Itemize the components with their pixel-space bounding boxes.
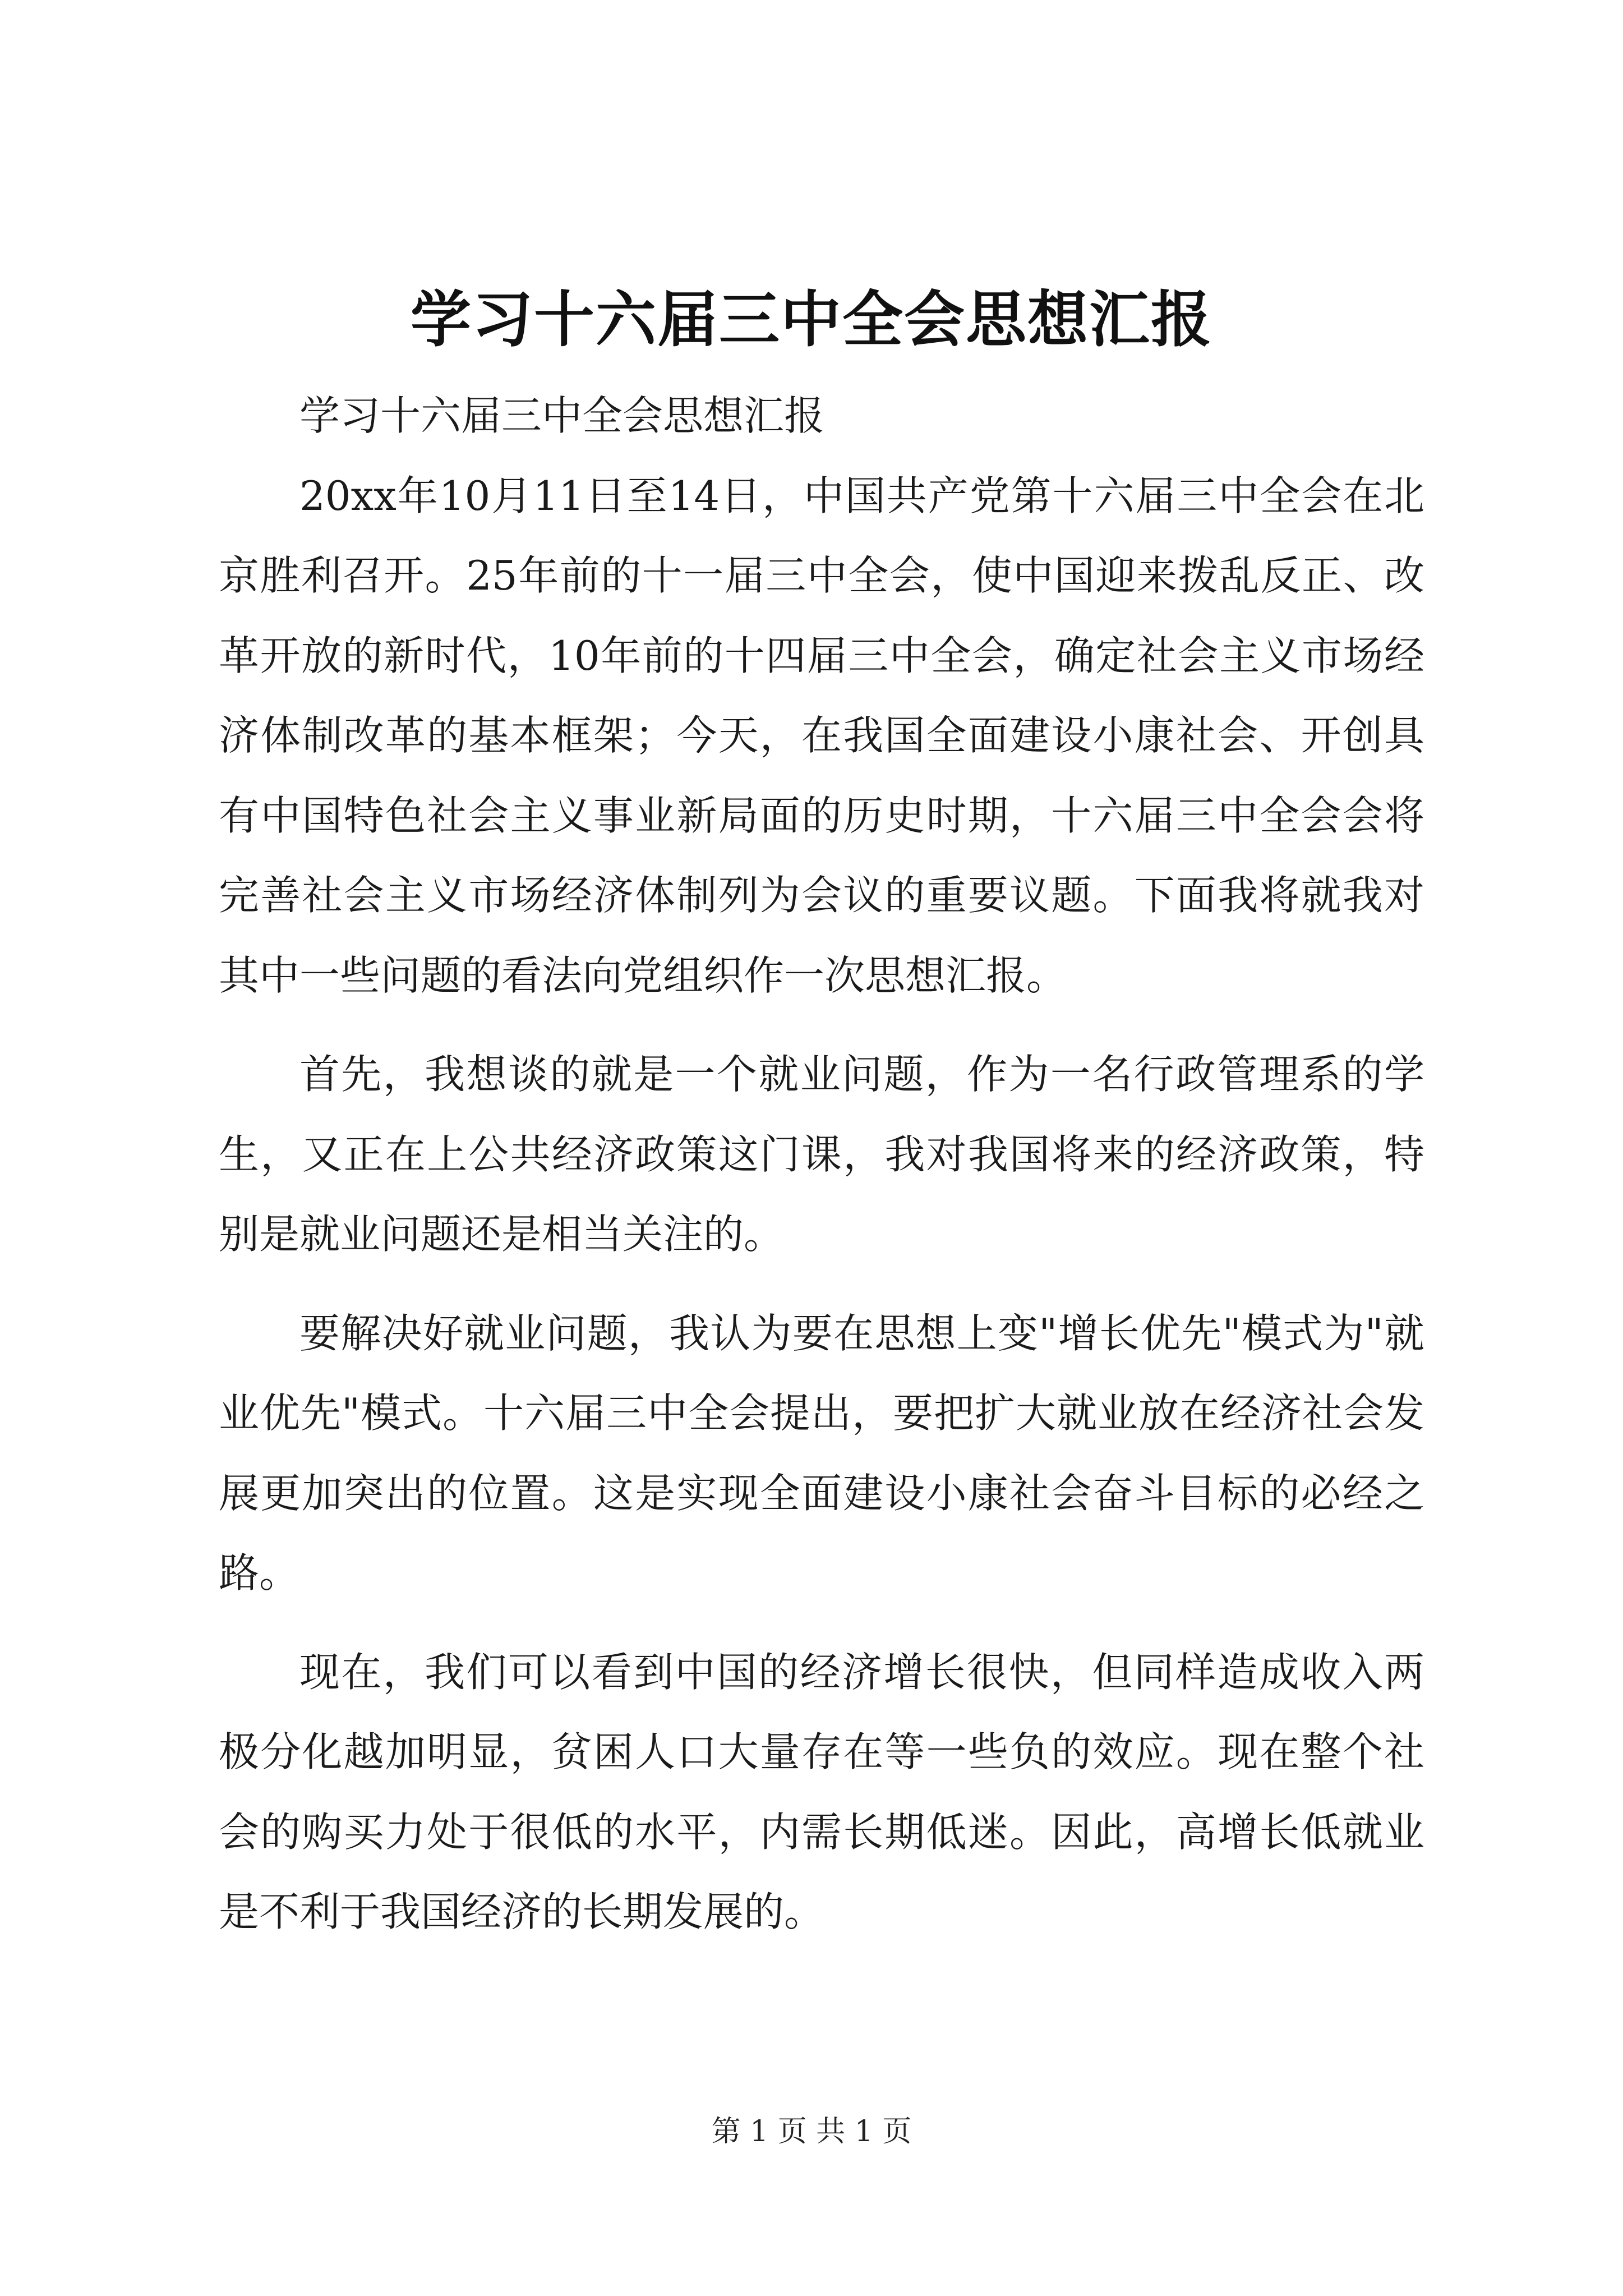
document-body [219,376,1424,1952]
document-title: 学习十六届三中全会思想汇报 [410,284,1212,355]
body-paragraph: 20xx年10月11日至14日，中国共产党第十六届三中全会在北京胜利召开。25年前的十一届三中全会，使中国迎来拨乱反正、改革开放的新时代，10年前的十四届三中全会，确定社会主义市场经济体制改革的基本框架；今天，在我国全面建设小康社会、开创具有中国特色社会主义事业新局面的历史时期，十六届三中全会会将完善社会主义市场经济体制列为会议的重要议题。下面我将就我对其中一些问题的看法向党组织作一次思想汇报。 [219,472,1424,999]
page-number-footer: 第 1 页 共 1 页 [711,2115,912,2148]
subtitle-paragraph: 学习十六届三中全会思想汇报 [299,392,825,439]
body-paragraph: 首先，我想谈的就是一个就业问题，作为一名行政管理系的学生，又正在上公共经济政策这门课，我对我国将来的经济政策，特别是就业问题还是相当关注的。 [219,1051,1424,1258]
body-paragraph: 要解决好就业问题，我认为要在思想上变"增长优先"模式为"就业优先"模式。十六届三中全会提出，要把扩大就业放在经济社会发展更加突出的位置。这是实现全面建设小康社会奋斗目标的必经之路。 [219,1309,1424,1596]
body-paragraph: 现在，我们可以看到中国的经济增长很快，但同样造成收入两极分化越加明显，贫困人口大量存在等一些负的效应。现在整个社会的购买力处于很低的水平，内需长期低迷。因此，高增长低就业是不利于我国经济的长期发展的。 [219,1648,1424,1935]
